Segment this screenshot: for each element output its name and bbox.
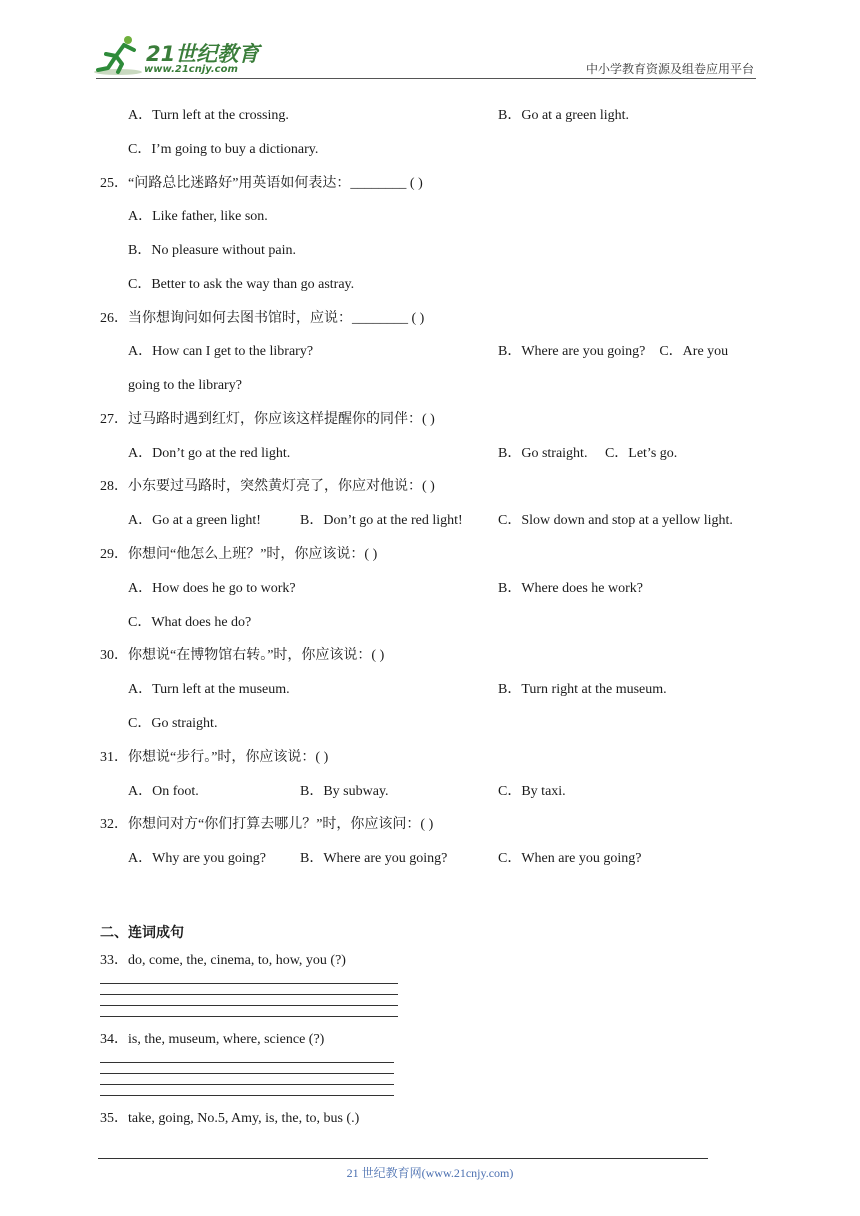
logo-title: 21世纪教育 <box>146 42 260 66</box>
q26-option-b: B．Where are you going? C．Are you <box>498 344 729 359</box>
q32-option-b: B．Where are you going? <box>300 851 448 866</box>
question-number: 30． <box>100 648 128 663</box>
answer-line[interactable] <box>100 1062 394 1063</box>
q30-option-c: C．Go straight. <box>128 716 218 731</box>
question-text: 你想问对方“你们打算去哪儿？”时，你应该问：( ) <box>128 817 434 832</box>
q31-option-a: A．On foot. <box>128 784 199 799</box>
question-31 <box>100 748 328 768</box>
q30-option-a: A．Turn left at the museum. <box>128 682 290 697</box>
answer-line[interactable] <box>100 1005 398 1006</box>
runner-logo-icon <box>94 34 150 78</box>
q25-option-a: A．Like father, like son. <box>128 209 268 224</box>
q24-option-a: A．Turn left at the crossing. <box>128 108 289 123</box>
question-27 <box>100 410 435 430</box>
q30-option-b: B．Turn right at the museum. <box>498 682 667 697</box>
answer-line[interactable] <box>100 1095 394 1096</box>
question-number: 29． <box>100 547 128 562</box>
q32-option-a: A．Why are you going? <box>128 851 267 866</box>
page-header <box>0 0 860 90</box>
q31-option-b: B．By subway. <box>300 784 389 799</box>
header-divider <box>96 78 756 79</box>
platform-label: 中小学教育资源及组卷应用平台 <box>585 62 754 76</box>
question-text: do, come, the, cinema, to, how, you (?) <box>128 953 346 968</box>
question-25 <box>100 174 423 194</box>
question-34 <box>100 1030 324 1050</box>
section-title: 二、连词成句 <box>100 925 184 941</box>
question-number: 33． <box>100 953 128 968</box>
q29-option-b: B．Where does he work? <box>498 581 644 596</box>
question-26 <box>100 309 424 329</box>
question-text: 你想问“他怎么上班？”时，你应该说：( ) <box>128 547 378 562</box>
question-number: 31． <box>100 750 128 765</box>
q28-option-c: C．Slow down and stop at a yellow light. <box>498 513 733 528</box>
question-text: 当你想询问如何去图书馆时，应说：________ ( ) <box>128 311 425 326</box>
footer-link[interactable]: 21 世纪教育网(www.21cnjy.com) <box>346 1166 514 1180</box>
answer-line[interactable] <box>100 983 398 984</box>
question-number: 26． <box>100 311 128 326</box>
question-number: 25． <box>100 176 128 191</box>
question-text: 小东要过马路时，突然黄灯亮了，你应对他说：( ) <box>128 479 435 494</box>
q29-option-c: C．What does he do? <box>128 615 252 630</box>
question-text: take, going, No.5, Amy, is, the, to, bus (.) <box>128 1111 360 1126</box>
q25-option-c: C．Better to ask the way than go astray. <box>128 277 355 292</box>
question-text: 过马路时遇到红灯，你应该这样提醒你的同伴：( ) <box>128 412 435 427</box>
answer-line[interactable] <box>100 994 398 995</box>
logo <box>94 34 264 78</box>
question-number: 28． <box>100 479 128 494</box>
question-text: 你想说“在博物馆右转。”时，你应该说：( ) <box>128 648 385 663</box>
q31-option-c: C．By taxi. <box>498 784 566 799</box>
q25-option-b: B．No pleasure without pain. <box>128 243 296 258</box>
q27-option-a: A．Don’t go at the red light. <box>128 446 291 461</box>
question-text: 你想说“步行。”时，你应该说：( ) <box>128 750 329 765</box>
q26-option-a: A．How can I get to the library? <box>128 344 314 359</box>
question-text: “问路总比迷路好”用英语如何表达：________ ( ) <box>128 176 423 191</box>
question-32 <box>100 815 433 835</box>
question-29 <box>100 545 377 565</box>
q24-option-c: C．I’m going to buy a dictionary. <box>128 142 319 157</box>
question-number: 32． <box>100 817 128 832</box>
q27-option-b: B．Go straight. C．Let’s go. <box>498 446 678 461</box>
q28-option-a: A．Go at a green light! <box>128 513 261 528</box>
question-33 <box>100 951 346 971</box>
question-35 <box>100 1109 359 1129</box>
answer-line[interactable] <box>100 1073 394 1074</box>
question-number: 34． <box>100 1032 128 1047</box>
question-number: 35． <box>100 1111 128 1126</box>
q32-option-c: C．When are you going? <box>498 851 642 866</box>
footer-divider <box>98 1158 708 1159</box>
answer-line[interactable] <box>100 1016 398 1017</box>
q26-option-c-cont: going to the library? <box>128 378 242 393</box>
q24-option-b: B．Go at a green light. <box>498 108 630 123</box>
q28-option-b: B．Don’t go at the red light! <box>300 513 463 528</box>
question-number: 27． <box>100 412 128 427</box>
question-text: is, the, museum, where, science (?) <box>128 1032 325 1047</box>
logo-url: www.21cnjy.com <box>144 64 238 75</box>
q29-option-a: A．How does he go to work? <box>128 581 296 596</box>
question-30 <box>100 646 384 666</box>
question-28 <box>100 477 435 497</box>
answer-line[interactable] <box>100 1084 394 1085</box>
